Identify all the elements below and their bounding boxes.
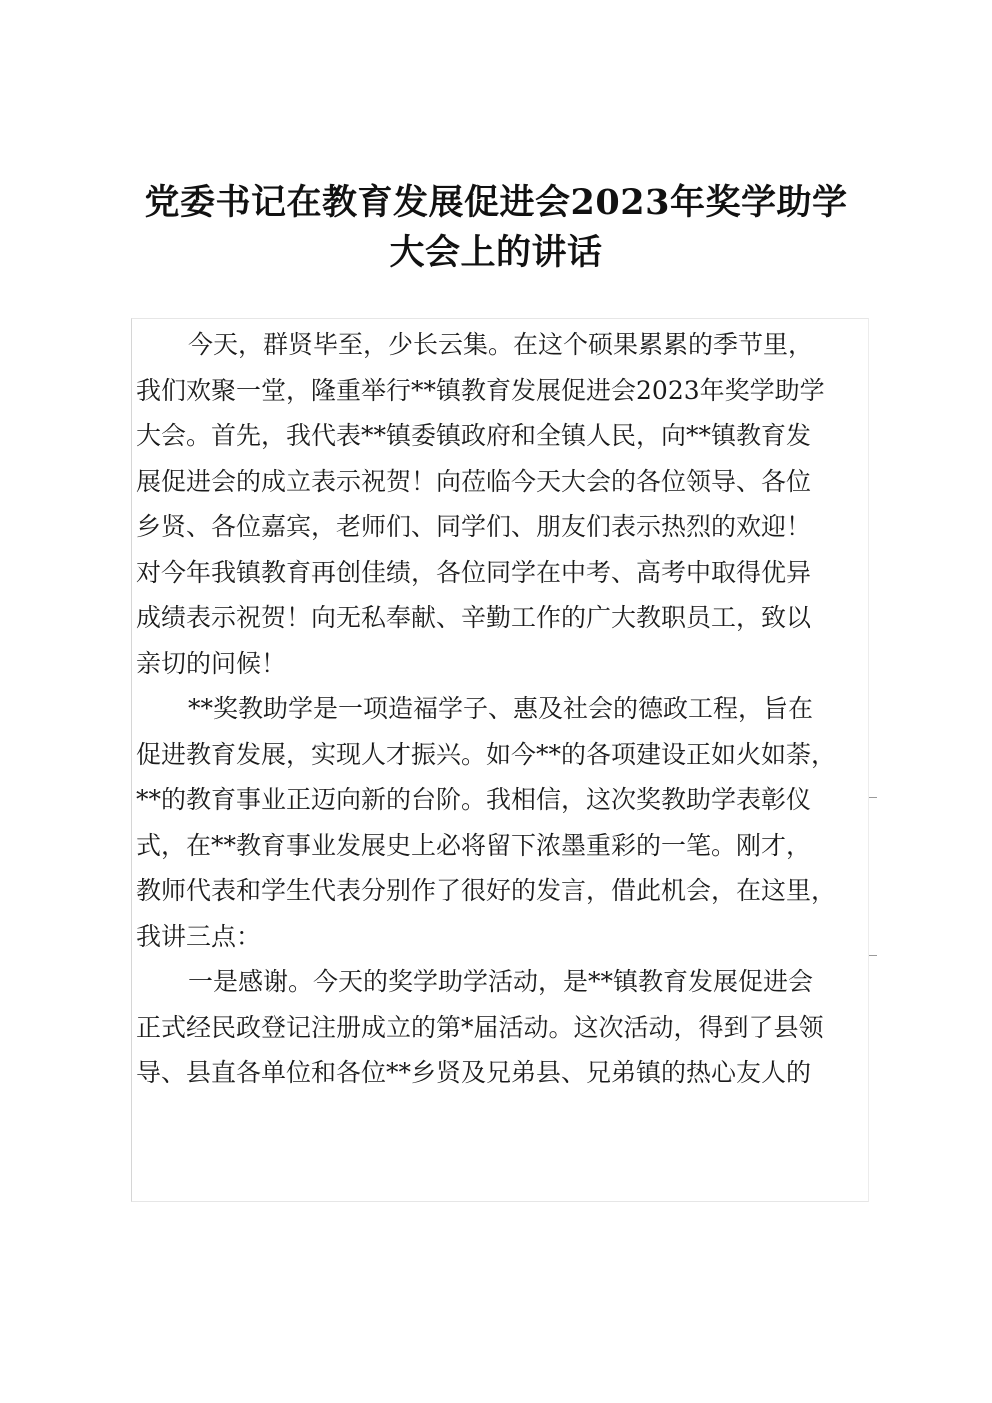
paragraph-line: 大会。首先，我代表**镇委镇政府和全镇人民，向**镇教育发 (136, 421, 812, 450)
paragraph-line: **奖教助学是一项造福学子、惠及社会的德政工程，旨在 (188, 694, 814, 723)
paragraph-1 (136, 322, 866, 686)
paragraph-line: 成绩表示祝贺！向无私奉献、辛勤工作的广大教职员工，致以 (136, 603, 812, 632)
margin-mark (869, 797, 877, 798)
paragraph-line: 对今年我镇教育再创佳绩，各位同学在中考、高考中取得优异 (136, 557, 812, 587)
paragraph-line: **的教育事业正迈向新的台阶。我相信，这次奖教助学表彰仪 (136, 785, 812, 814)
paragraph-line: 亲切的问候！ (136, 648, 287, 678)
paragraph-line: 一是感谢。今天的奖学助学活动，是**镇教育发展促进会 (188, 967, 814, 996)
title-line-2: 大会上的讲话 (389, 232, 603, 273)
document-body (136, 322, 866, 1096)
paragraph-2 (136, 686, 866, 959)
paragraph-line: 今天，群贤毕至，少长云集。在这个硕果累累的季节里， (188, 330, 814, 359)
paragraph-line: 正式经民政登记注册成立的第*届活动。这次活动，得到了县领 (136, 1012, 824, 1042)
paragraph-3 (136, 959, 866, 1096)
paragraph-line: 我讲三点： (136, 921, 262, 951)
paragraph-line: 展促进会的成立表示祝贺！向莅临今天大会的各位领导、各位 (136, 466, 812, 496)
paragraph-line: 导、县直各单位和各位**乡贤及兄弟县、兄弟镇的热心友人的 (136, 1058, 812, 1087)
paragraph-line: 促进教育发展，实现人才振兴。如今**的各项建设正如火如荼， (136, 739, 837, 769)
paragraph-line: 教师代表和学生代表分别作了很好的发言，借此机会，在这里， (136, 876, 837, 905)
paragraph-line: 乡贤、各位嘉宾，老师们、同学们、朋友们表示热烈的欢迎！ (136, 512, 812, 541)
margin-mark (869, 955, 877, 956)
document-title (100, 178, 892, 278)
paragraph-line: 我们欢聚一堂，隆重举行**镇教育发展促进会2023年奖学助学 (136, 375, 825, 405)
title-line-1: 党委书记在教育发展促进会2023年奖学助学 (144, 182, 848, 223)
paragraph-line: 式，在**教育事业发展史上必将留下浓墨重彩的一笔。刚才， (136, 830, 812, 860)
